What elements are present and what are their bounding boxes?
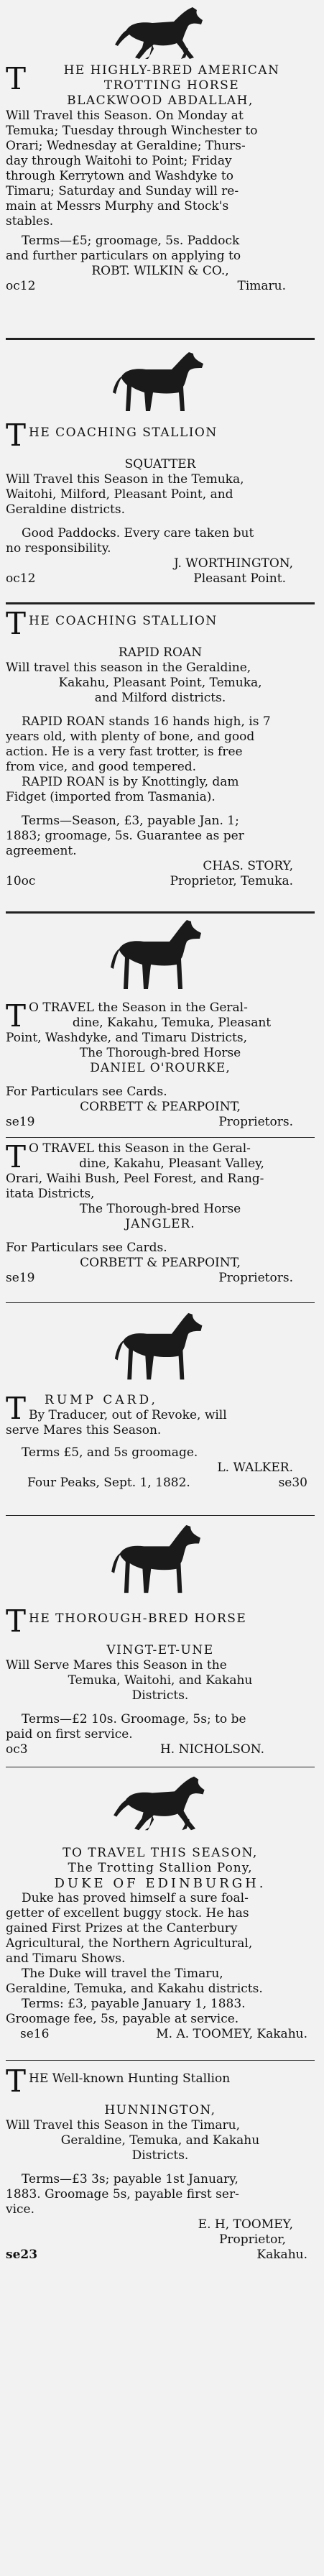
ad-heading: RUMP CARD,	[45, 1393, 158, 1407]
drop-capital: T	[6, 63, 27, 96]
date-code: oc12	[6, 279, 36, 293]
ad-squatter: T HE COACHING STALLION SQUATTER Will Travel this Season in the Temuka, Waitohi, Milford, Pleasant Point, and Geraldine districts. Good Paddocks. Every care taken but no responsibility. J. WORTHINGTON, oc12 Pleasant Point.	[6, 420, 315, 586]
ad-blackwood-abdallah: T HE HIGHLY-BRED AMERICAN TROTTING HORSE BLACKWOOD ABDALLAH, Will Travel this Season. On Monday at Temuka; Tuesday through Winchester to Orari; Wednesday at Geraldine; Thurs- day through Waitohi to Point; Friday through Kerrytown and Washdyke to Timaru; Saturday and Sunday will re- main at Messrs Murphy and Stock's stables. Terms—£5; groomage, 5s. Paddock and further particulars on applying to ROBT. WILKIN & CO., oc12 Timaru.	[6, 63, 315, 294]
standing-horse-icon	[109, 917, 210, 996]
advertiser: CHAS. STORY,	[203, 859, 293, 873]
terms: Terms—£2 10s. Groomage, 5s; to be	[22, 1712, 246, 1726]
date-code: se19	[6, 1271, 35, 1285]
horse-name: HUNNINGTON,	[104, 2103, 216, 2117]
date-code: se19	[6, 1115, 35, 1129]
date-code: se30	[278, 1476, 307, 1490]
ad-hunnington: T HE Well-known Hunting Stallion HUNNINGTON, Will Travel this Season in the Timaru, Geraldine, Temuka, and Kakahu Districts. Terms—£3 3s; payable 1st January, 1883. Groomage 5s, payable first ser- vice. E. H, TOOMEY, Proprietor, se23 Kakahu.	[6, 2066, 315, 2263]
advertiser: M. A. TOOMEY, Kakahu.	[156, 2027, 307, 2041]
ad-heading: TO TRAVEL THIS SEASON,	[63, 1846, 258, 1860]
horse-name: BLACKWOOD ABDALLAH,	[67, 93, 254, 108]
ad-divider	[6, 338, 315, 340]
terms: Terms—Season, £3, payable Jan. 1;	[22, 814, 239, 828]
ad-divider	[6, 1515, 315, 1516]
ad-daniel-orourke: T O TRAVEL the Season in the Geral- dine, Kakahu, Temuka, Pleasant Point, Washdyke, and Timaru Districts, The Thorough-bred Horse DANIEL O'ROURKE, For Particulars see Cards. CORBETT & PEARPOINT, se19 Proprietors.	[6, 1000, 315, 1130]
trotting-horse-icon	[114, 6, 210, 62]
ad-heading: O TRAVEL this Season in the Geral-	[29, 1141, 251, 1156]
advertiser: J. WORTHINGTON,	[173, 556, 293, 571]
terms: Terms: £3, payable January 1, 1883.	[22, 1997, 246, 2011]
horse-name: DUKE OF EDINBURGH.	[54, 1876, 267, 1891]
place-date: Four Peaks, Sept. 1, 1882.	[27, 1476, 190, 1490]
date-code: se16	[20, 2027, 50, 2041]
standing-horse-icon	[111, 348, 212, 417]
ad-heading: HE COACHING STALLION	[29, 426, 218, 440]
drop-capital: T	[6, 1141, 27, 1172]
terms: Terms £5, and 5s groomage.	[22, 1445, 198, 1460]
ad-heading: HE HIGHLY-BRED AMERICAN	[63, 63, 280, 78]
ad-duke-of-edinburgh: TO TRAVEL THIS SEASON, The Trotting Stallion Pony, DUKE OF EDINBURGH. Duke has proved himself a sure foal- getter of excellent buggy stock. He has gained First Prizes at the Canterbury Agricultural, the Northern Agricultural, and Timaru Shows. The Duke will travel the Timaru, Geraldine, Temuka, and Kakahu districts. Terms: £3, payable January 1, 1883. Groomage fee, 5s, payable at service. se16 M. A. TOOMEY, Kakahu.	[6, 1846, 315, 2042]
ad-divider	[6, 602, 315, 604]
ad-heading: HE COACHING STALLION	[29, 614, 218, 628]
drop-capital: T	[6, 1393, 27, 1423]
drop-capital: T	[6, 1000, 27, 1031]
drop-capital: T	[6, 420, 27, 450]
terms: Terms—£3 3s; payable 1st January,	[22, 2172, 239, 2186]
date-code: se23	[6, 2248, 38, 2262]
advertiser: L. WALKER.	[217, 1460, 293, 1475]
drop-capital: T	[6, 1606, 27, 1636]
standing-horse-icon	[109, 1522, 210, 1600]
ad-trump-card: T RUMP CARD, By Traducer, out of Revoke, will serve Mares this Season. Terms £5, and 5s groomage. L. WALKER. Four Peaks, Sept. 1, 1882. se30	[6, 1393, 315, 1491]
date-code: oc12	[6, 571, 36, 586]
ad-jangler: T O TRAVEL this Season in the Geral- dine, Kakahu, Pleasant Valley, Orari, Waihi Bush, Peel Forest, and Rang- itata Districts, The Thorough-bred Horse JANGLER. For Particulars see Cards. CORBETT & PEARPOINT, se19 Proprietors.	[6, 1141, 315, 1286]
advertiser: ROBT. WILKIN & CO.,	[91, 264, 229, 278]
date-code: 10oc	[6, 874, 36, 888]
ad-divider	[6, 1302, 315, 1303]
horse-name: DANIEL O'ROURKE,	[90, 1061, 231, 1075]
advertiser: CORBETT & PEARPOINT,	[80, 1256, 241, 1270]
ad-divider	[6, 1137, 315, 1138]
drop-capital: T	[6, 608, 27, 638]
advertiser: CORBETT & PEARPOINT,	[80, 1100, 241, 1114]
horse-name: SQUATTER	[124, 457, 196, 472]
horse-name: VINGT-ET-UNE	[106, 1643, 214, 1657]
advertiser: E. H, TOOMEY,	[198, 2217, 293, 2232]
horse-name: RAPID ROAN	[118, 645, 203, 660]
ad-divider	[6, 911, 315, 914]
ad-vingt-et-une: T HE THOROUGH-BRED HORSE VINGT-ET-UNE Will Serve Mares this Season in the Temuka, Waitohi, and Kakahu Districts. Terms—£2 10s. Groomage, 5s; to be paid on first service. oc3 H. NICHOLSON.	[6, 1606, 315, 1757]
ad-heading: O TRAVEL the Season in the Geral-	[29, 1000, 248, 1015]
ad-divider	[6, 2060, 315, 2061]
standing-horse-icon	[114, 1310, 210, 1387]
drop-capital: T	[6, 2066, 27, 2096]
terms: Terms—£5; groomage, 5s. Paddock	[22, 234, 240, 248]
date-code: oc3	[6, 1742, 28, 1757]
horse-name: JANGLER.	[125, 1217, 195, 1231]
advertiser: H. NICHOLSON.	[159, 1742, 264, 1757]
ad-heading: HE Well-known Hunting Stallion	[29, 2071, 231, 2086]
trotting-horse-icon	[112, 1774, 213, 1834]
ad-rapid-roan: T HE COACHING STALLION RAPID ROAN Will travel this season in the Geraldine, Kakahu, Pleasant Point, Temuka, and Milford districts. RAPID ROAN stands 16 hands high, is 7 years old, with plenty of bone, and good action. He is a very fast trotter, is free from vice, and good tempered. RAPID ROAN is by Knottingly, dam Fidget (imported from Tasmania). Terms—Season, £3, payable Jan. 1; 1883; groomage, 5s. Guarantee as per agreement. CHAS. STORY, 10oc Proprietor, Temuka.	[6, 608, 315, 889]
ad-heading: HE THOROUGH-BRED HORSE	[29, 1611, 247, 1626]
